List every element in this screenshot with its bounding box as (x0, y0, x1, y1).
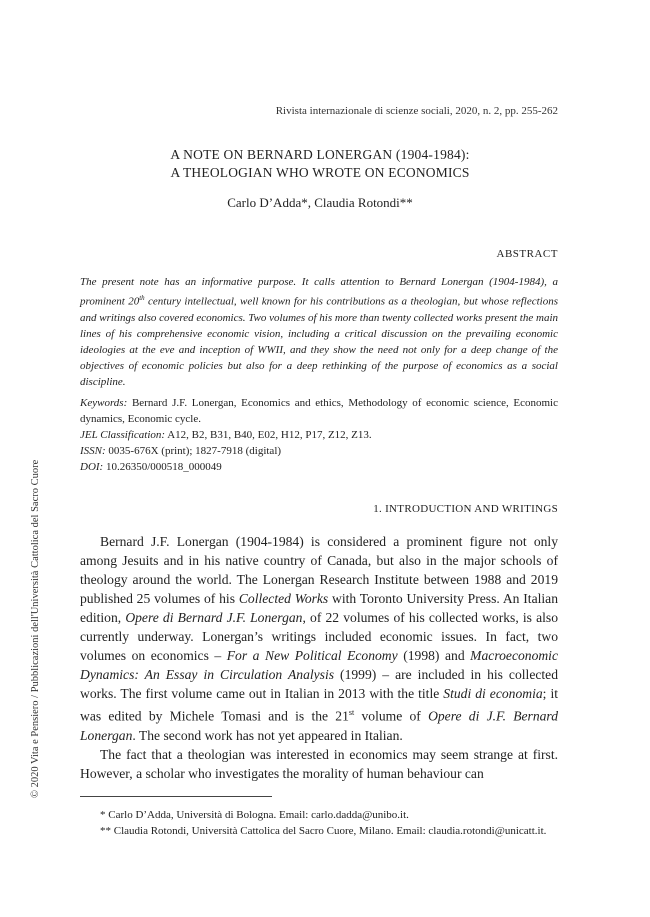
issn-line (80, 443, 558, 459)
p1-superscript: st (348, 708, 355, 717)
jel-label: JEL Classification: (80, 429, 166, 441)
p1-italic-5: Studi di economia (443, 686, 543, 701)
issn-label: ISSN: (80, 445, 106, 457)
authors: Carlo D’Adda*, Claudia Rotondi** (227, 195, 413, 210)
body-text (80, 532, 558, 783)
keywords-value: Bernard J.F. Lonergan, Economics and ethics, Methodology of economic science, Economic dynamics, Economic cycle. (80, 397, 558, 425)
article-title (80, 146, 560, 182)
abstract-superscript: th (139, 294, 145, 302)
p1-italic-2: Opere di Bernard J.F. Lonergan (125, 610, 303, 625)
abstract-part-1: The present note has an informative purpose. It calls attention to Bernard Lonergan (1904-1984), a prominent 20 (80, 276, 558, 308)
p1-italic-3: For a New Political Economy (226, 648, 398, 663)
issn-value: 0035-676X (print); 1827-7918 (digital) (108, 445, 282, 457)
p1-text-7: volume of (354, 708, 429, 724)
paragraph-1 (80, 532, 558, 745)
jel-line (80, 427, 558, 443)
p1-text-5: (1999) – are included in his collected works. The first volume came out in Italian in 2013 with the title (80, 667, 558, 701)
title-line-1: A NOTE ON BERNARD LONERGAN (1904-1984): (170, 147, 470, 162)
copyright-text: © 2020 Vita e Pensiero / Pubblicazioni dell'Università Cattolica del Sacro Cuore (30, 459, 41, 798)
p1-italic-4: Macroeconomic Dynamics: An Essay in Circulation Analysis (80, 648, 558, 682)
journal-citation: Rivista internazionale di scienze sociali, 2020, n. 2, pp. 255-262 (275, 105, 558, 117)
p1-text-8: . The second work has not yet appeared in Italian. (132, 727, 403, 743)
doi-label: DOI: (80, 461, 104, 473)
abstract-text (80, 274, 558, 390)
keywords-line (80, 395, 558, 427)
footnote-2: ** Claudia Rotondi, Università Cattolica del Sacro Cuore, Milano. Email: claudia.rotondi@unicatt.it. (100, 825, 547, 837)
abstract-part-2: century intellectual, well known for his contributions as a theologian, but whose reflections and writings also covered economics. Two volumes of his more than twenty collected works present the main lines of his comprehensive economic vision, including a critical discussion on the prevailing economic ideologies at the eve and inception of WWII, and they show the need not only for a deep change of the objectives of economic policies but also for a deep rethinking of the purpose of economics as a social discipline. (80, 295, 558, 388)
keywords-label: Keywords: (80, 397, 128, 409)
p1-text-4: (1998) and (397, 648, 471, 663)
p1-text-6: ; it was edited by Michele Tomasi and is the 21 (80, 686, 559, 724)
section-heading: 1. INTRODUCTION AND WRITINGS (373, 503, 558, 515)
p1-text-1: Bernard J.F. Lonergan (1904-1984) is considered a prominent figure not only among Jesuits and in his native country of Canada, but also in the major schools of theology around the world. The Lonergan Research Institute between 1988 and 2019 published 25 volumes of his (80, 534, 558, 606)
doi-line (80, 459, 558, 475)
jel-value: A12, B2, B31, B40, E02, H12, P17, Z12, Z13. (167, 429, 372, 441)
p1-italic-6: Opere di J.F. Bernard Lonergan (80, 708, 559, 743)
article-metadata (80, 395, 558, 475)
abstract-heading: ABSTRACT (496, 248, 558, 260)
paragraph-2: The fact that a theologian was interested in economics may seem strange at first. However, a scholar who investigates the morality of human behaviour can (80, 746, 558, 781)
p1-text-2: with Toronto University Press. An Italian edition, (80, 591, 559, 625)
footnote-1: * Carlo D’Adda, Università di Bologna. Email: carlo.dadda@unibo.it. (100, 809, 409, 821)
doi-value: 10.26350/000518_000049 (105, 461, 222, 473)
p1-italic-1: Collected Works (238, 591, 329, 606)
footnote-rule (80, 796, 272, 797)
title-line-2: A THEOLOGIAN WHO WROTE ON ECONOMICS (170, 165, 470, 180)
footnotes (80, 807, 558, 839)
p1-text-3: , of 22 volumes of his collected works, is also currently underway. Lonergan’s writings included economic issues. In fact, two volumes on economics – (80, 610, 558, 663)
